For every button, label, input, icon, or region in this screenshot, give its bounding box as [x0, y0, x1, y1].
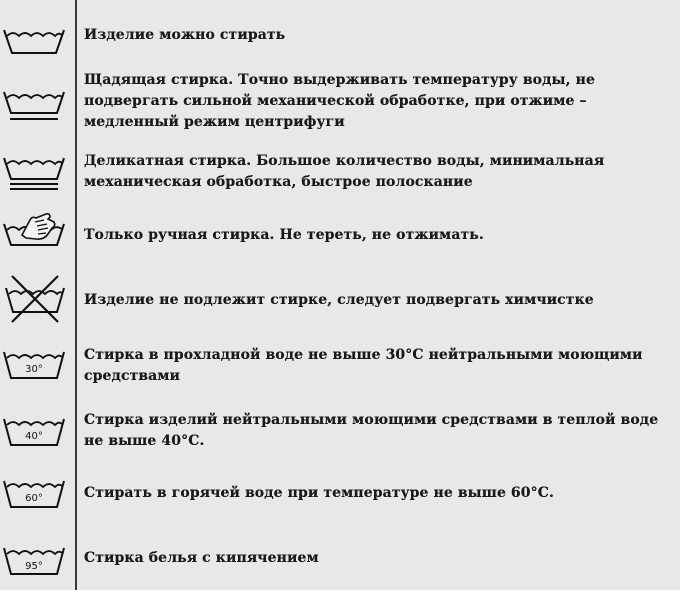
- item-text: Стирка белья с кипячением: [84, 550, 319, 566]
- item-text: Стирка в прохладной воде не выше 30°С нейтральными моющими средствами: [84, 347, 643, 384]
- item-text: Изделие не подлежит стирке, следует подвергать химчистке: [84, 292, 594, 308]
- wash-30-icon: [2, 346, 72, 382]
- item-text: Стирать в горячей воде при температуре не выше 60°С.: [84, 485, 554, 501]
- wash-60-icon: [2, 475, 72, 511]
- item-text: Изделие можно стирать: [84, 27, 286, 43]
- temperature-label: 60°: [25, 493, 43, 504]
- item-text: Щадящая стирка. Точно выдерживать температуру воды, не подвергать сильной механической обработке, при отжиме – медленный режим центрифуги: [84, 72, 595, 130]
- column-divider: [75, 0, 77, 590]
- wash-basin-icon: [2, 22, 72, 56]
- wash-95-icon: [2, 542, 72, 578]
- item-text: Деликатная стирка. Большое количество воды, минимальная механическая обработка, быстрое полоскание: [84, 153, 605, 190]
- temperature-label: 30°: [25, 364, 43, 375]
- wash-40-icon: [2, 413, 72, 449]
- item-text: Стирка изделий нейтральными моющими средствами в теплой воде не выше 40°С.: [84, 412, 659, 449]
- hand-wash-icon: [2, 210, 72, 248]
- temperature-label: 95°: [25, 561, 43, 572]
- item-text: Только ручная стирка. Не тереть, не отжимать.: [84, 227, 484, 243]
- do-not-wash-icon: [2, 272, 72, 324]
- wash-gentle-icon: [2, 86, 72, 122]
- wash-delicate-icon: [2, 152, 72, 192]
- temperature-label: 40°: [25, 431, 43, 442]
